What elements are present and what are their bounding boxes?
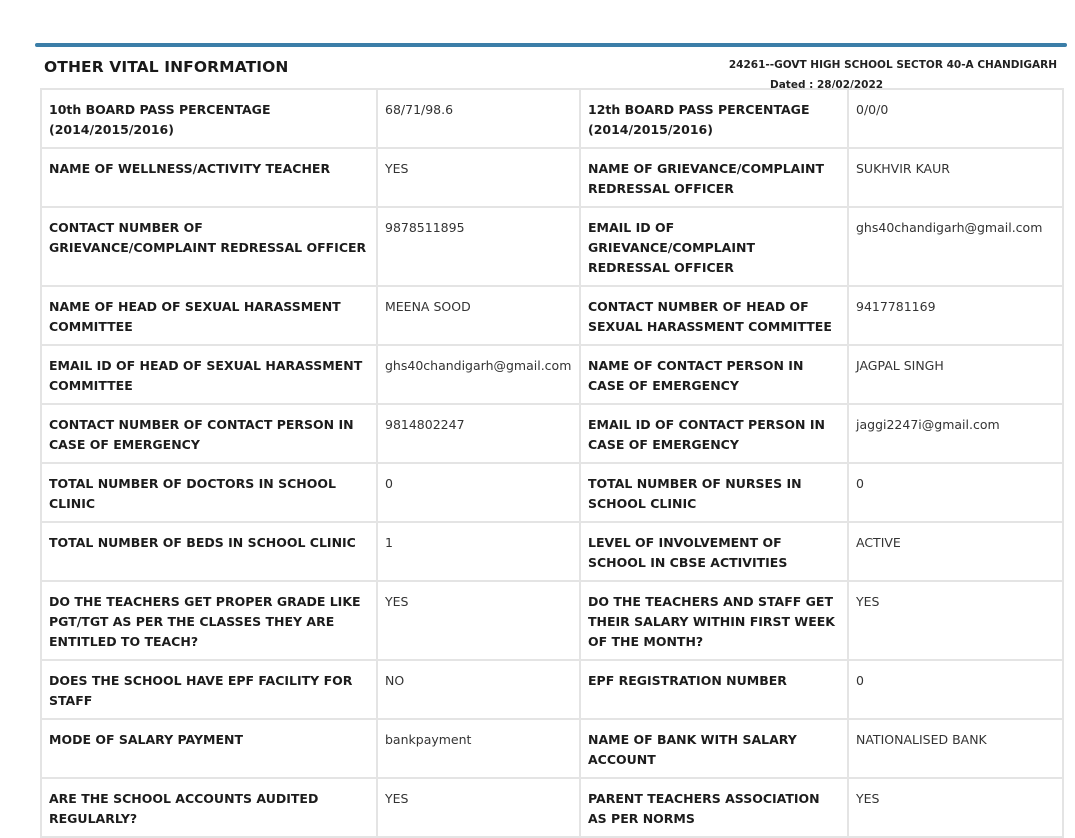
table-row xyxy=(41,345,1063,404)
table-row xyxy=(41,89,1063,148)
field-label: NAME OF CONTACT PERSON IN CASE OF EMERGENCY xyxy=(580,345,848,404)
table-row xyxy=(41,660,1063,719)
field-value: YES xyxy=(377,148,580,207)
field-label: DOES THE SCHOOL HAVE EPF FACILITY FOR STAFF xyxy=(41,660,377,719)
field-label: EMAIL ID OF HEAD OF SEXUAL HARASSMENT COMMITTEE xyxy=(41,345,377,404)
field-value: bankpayment xyxy=(377,719,580,778)
field-value: NATIONALISED BANK xyxy=(848,719,1063,778)
field-label: 10th BOARD PASS PERCENTAGE (2014/2015/2016) xyxy=(41,89,377,148)
field-label: ARE THE SCHOOL ACCOUNTS AUDITED REGULARLY? xyxy=(41,778,377,837)
field-value: 0 xyxy=(848,660,1063,719)
field-label: TOTAL NUMBER OF BEDS IN SCHOOL CLINIC xyxy=(41,522,377,581)
field-label: CONTACT NUMBER OF CONTACT PERSON IN CASE OF EMERGENCY xyxy=(41,404,377,463)
field-value: YES xyxy=(377,778,580,837)
field-value: ACTIVE xyxy=(848,522,1063,581)
field-label: CONTACT NUMBER OF GRIEVANCE/COMPLAINT REDRESSAL OFFICER xyxy=(41,207,377,286)
field-label: EMAIL ID OF GRIEVANCE/COMPLAINT REDRESSAL OFFICER xyxy=(580,207,848,286)
panel-header xyxy=(35,47,1067,93)
field-label: NAME OF WELLNESS/ACTIVITY TEACHER xyxy=(41,148,377,207)
field-label: EMAIL ID OF CONTACT PERSON IN CASE OF EMERGENCY xyxy=(580,404,848,463)
vital-info-table xyxy=(40,88,1064,838)
field-value: YES xyxy=(377,581,580,660)
field-value: YES xyxy=(848,581,1063,660)
field-value: 9878511895 xyxy=(377,207,580,286)
field-value: 0/0/0 xyxy=(848,89,1063,148)
field-label: TOTAL NUMBER OF DOCTORS IN SCHOOL CLINIC xyxy=(41,463,377,522)
field-label: DO THE TEACHERS AND STAFF GET THEIR SALARY WITHIN FIRST WEEK OF THE MONTH? xyxy=(580,581,848,660)
field-value: SUKHVIR KAUR xyxy=(848,148,1063,207)
field-value: 9417781169 xyxy=(848,286,1063,345)
field-value: 9814802247 xyxy=(377,404,580,463)
table-row xyxy=(41,719,1063,778)
field-label: EPF REGISTRATION NUMBER xyxy=(580,660,848,719)
field-label: NAME OF BANK WITH SALARY ACCOUNT xyxy=(580,719,848,778)
field-value: NO xyxy=(377,660,580,719)
table-row xyxy=(41,778,1063,837)
field-value: jaggi2247i@gmail.com xyxy=(848,404,1063,463)
field-value: ghs40chandigarh@gmail.com xyxy=(848,207,1063,286)
field-value: 68/71/98.6 xyxy=(377,89,580,148)
field-label: MODE OF SALARY PAYMENT xyxy=(41,719,377,778)
vital-info-panel xyxy=(35,43,1067,826)
field-value: YES xyxy=(848,778,1063,837)
field-label: NAME OF HEAD OF SEXUAL HARASSMENT COMMITTEE xyxy=(41,286,377,345)
field-value: JAGPAL SINGH xyxy=(848,345,1063,404)
field-value: 0 xyxy=(377,463,580,522)
table-row xyxy=(41,463,1063,522)
field-label: TOTAL NUMBER OF NURSES IN SCHOOL CLINIC xyxy=(580,463,848,522)
table-row xyxy=(41,522,1063,581)
field-label: 12th BOARD PASS PERCENTAGE (2014/2015/2016) xyxy=(580,89,848,148)
field-label: LEVEL OF INVOLVEMENT OF SCHOOL IN CBSE ACTIVITIES xyxy=(580,522,848,581)
table-row xyxy=(41,581,1063,660)
field-value: MEENA SOOD xyxy=(377,286,580,345)
field-value: ghs40chandigarh@gmail.com xyxy=(377,345,580,404)
field-label: PARENT TEACHERS ASSOCIATION AS PER NORMS xyxy=(580,778,848,837)
field-label: DO THE TEACHERS GET PROPER GRADE LIKE PGT/TGT AS PER THE CLASSES THEY ARE ENTITLED TO TEACH? xyxy=(41,581,377,660)
table-row xyxy=(41,404,1063,463)
school-name: 24261--GOVT HIGH SCHOOL SECTOR 40-A CHANDIGARH xyxy=(728,59,1057,71)
field-label: NAME OF GRIEVANCE/COMPLAINT REDRESSAL OFFICER xyxy=(580,148,848,207)
dated-label: Dated : 28/02/2022 xyxy=(770,79,884,91)
section-title: OTHER VITAL INFORMATION xyxy=(44,58,289,76)
field-value: 0 xyxy=(848,463,1063,522)
table-row xyxy=(41,286,1063,345)
field-value: 1 xyxy=(377,522,580,581)
table-row xyxy=(41,207,1063,286)
table-row xyxy=(41,148,1063,207)
field-label: CONTACT NUMBER OF HEAD OF SEXUAL HARASSMENT COMMITTEE xyxy=(580,286,848,345)
